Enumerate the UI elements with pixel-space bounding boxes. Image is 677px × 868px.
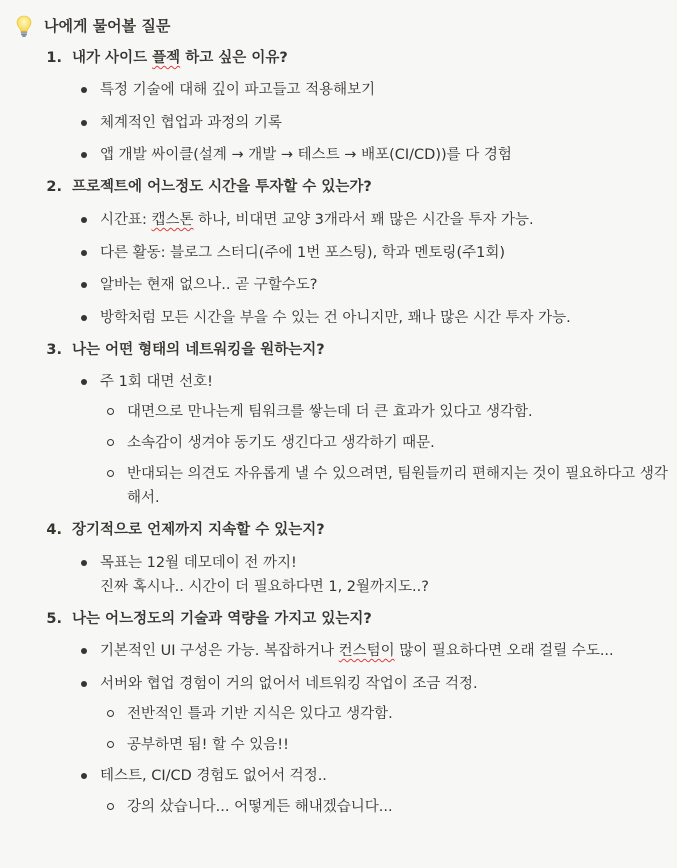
question-3[interactable]: 나는 어떤 형태의 네트워킹을 원하는지? [72,342,325,358]
bullet-disc [81,648,87,654]
bullet-disc [81,773,87,779]
list-number: 3. [46,342,62,358]
list-item[interactable]: 알바는 현재 없으나.. 곧 구할수도? [100,277,318,293]
bullet-circle [107,803,114,810]
callout-title: 나에게 물어볼 질문 [44,17,171,35]
bullet-disc [81,315,87,321]
question-5[interactable]: 나는 어느정도의 기술과 역량을 가지고 있는지? [72,611,372,627]
list-item[interactable]: 테스트, CI/CD 경험도 없어서 걱정.. [100,768,327,784]
bullet-disc [81,681,87,687]
list-number: 1. [46,50,62,66]
bullet-disc [81,217,87,223]
callout-header [14,14,170,38]
list-number: 2. [46,179,62,195]
misspelled-word: 캡스톤 [151,212,194,228]
list-item[interactable]: 서버와 협업 경험이 거의 없어서 네트워킹 작업이 조금 걱정. [100,676,478,692]
question-4[interactable]: 장기적으로 언제까지 지속할 수 있는지? [72,522,325,538]
lightbulb-icon[interactable] [14,14,34,38]
bullet-circle [107,439,114,446]
bullet-disc [81,282,87,288]
list-item[interactable]: 앱 개발 싸이클(설계 → 개발 → 테스트 → 배포(CI/CD))를 다 경험 [100,147,512,163]
sub-list-item[interactable]: 반대되는 의견도 자유롭게 낼 수 있으려면, 팀원들끼리 편해지는 것이 필요하다고 생각 [127,466,668,482]
sub-list-item-continued[interactable]: 해서. [127,490,160,506]
sub-list-item[interactable]: 공부하면 됨! 할 수 있음!! [127,737,289,753]
list-item[interactable]: 목표는 12월 데모데이 전 까지! [100,555,297,571]
sub-list-item[interactable]: 소속감이 생겨야 동기도 생긴다고 생각하기 때문. [127,435,435,451]
list-item[interactable]: 체계적인 협업과 과정의 기록 [100,115,282,131]
misspelled-word: 플젝 [152,50,181,66]
bullet-disc [81,379,87,385]
list-item[interactable]: 시간표: 캡스톤 하나, 비대면 교양 3개라서 꽤 많은 시간을 투자 가능. [100,212,534,228]
list-item[interactable]: 기본적인 UI 구성은 가능. 복잡하거나 컨스텀이 많이 필요하다면 오래 걸릴 수도... [100,643,614,659]
list-item[interactable]: 방학처럼 모든 시간을 부을 수 있는 건 아니지만, 꽤나 많은 시간 투자 가능. [100,310,571,326]
list-item[interactable]: 특정 기술에 대해 깊이 파고들고 적용해보기 [100,82,376,98]
list-item[interactable]: 다른 활동: 블로그 스터디(주에 1번 포스팅), 학과 멘토링(주1회) [100,245,505,261]
bullet-circle [107,710,114,717]
sub-list-item[interactable]: 전반적인 틀과 기반 지식은 있다고 생각함. [127,706,393,722]
sub-list-item[interactable]: 강의 샀습니다... 어떻게든 해내겠습니다... [127,799,393,815]
sub-list-item[interactable]: 대면으로 만나는게 팀워크를 쌓는데 더 큰 효과가 있다고 생각함. [127,404,533,420]
bullet-circle [107,408,114,415]
bullet-disc [81,120,87,126]
bullet-circle [107,741,114,748]
bullet-circle [107,470,114,477]
bullet-disc [81,152,87,158]
bullet-disc [81,87,87,93]
question-1[interactable]: 내가 사이드 플젝 하고 싶은 이유? [72,50,288,66]
misspelled-word: 컨스텀이 [338,643,395,659]
question-2[interactable]: 프로젝트에 어느정도 시간을 투자할 수 있는가? [72,179,372,195]
list-item[interactable]: 주 1회 대면 선호! [100,374,213,390]
list-item-continued[interactable]: 진짜 혹시나.. 시간이 더 필요하다면 1, 2월까지도..? [100,579,429,595]
list-number: 4. [46,522,62,538]
bullet-disc [81,250,87,256]
list-number: 5. [46,611,62,627]
bullet-disc [81,560,87,566]
